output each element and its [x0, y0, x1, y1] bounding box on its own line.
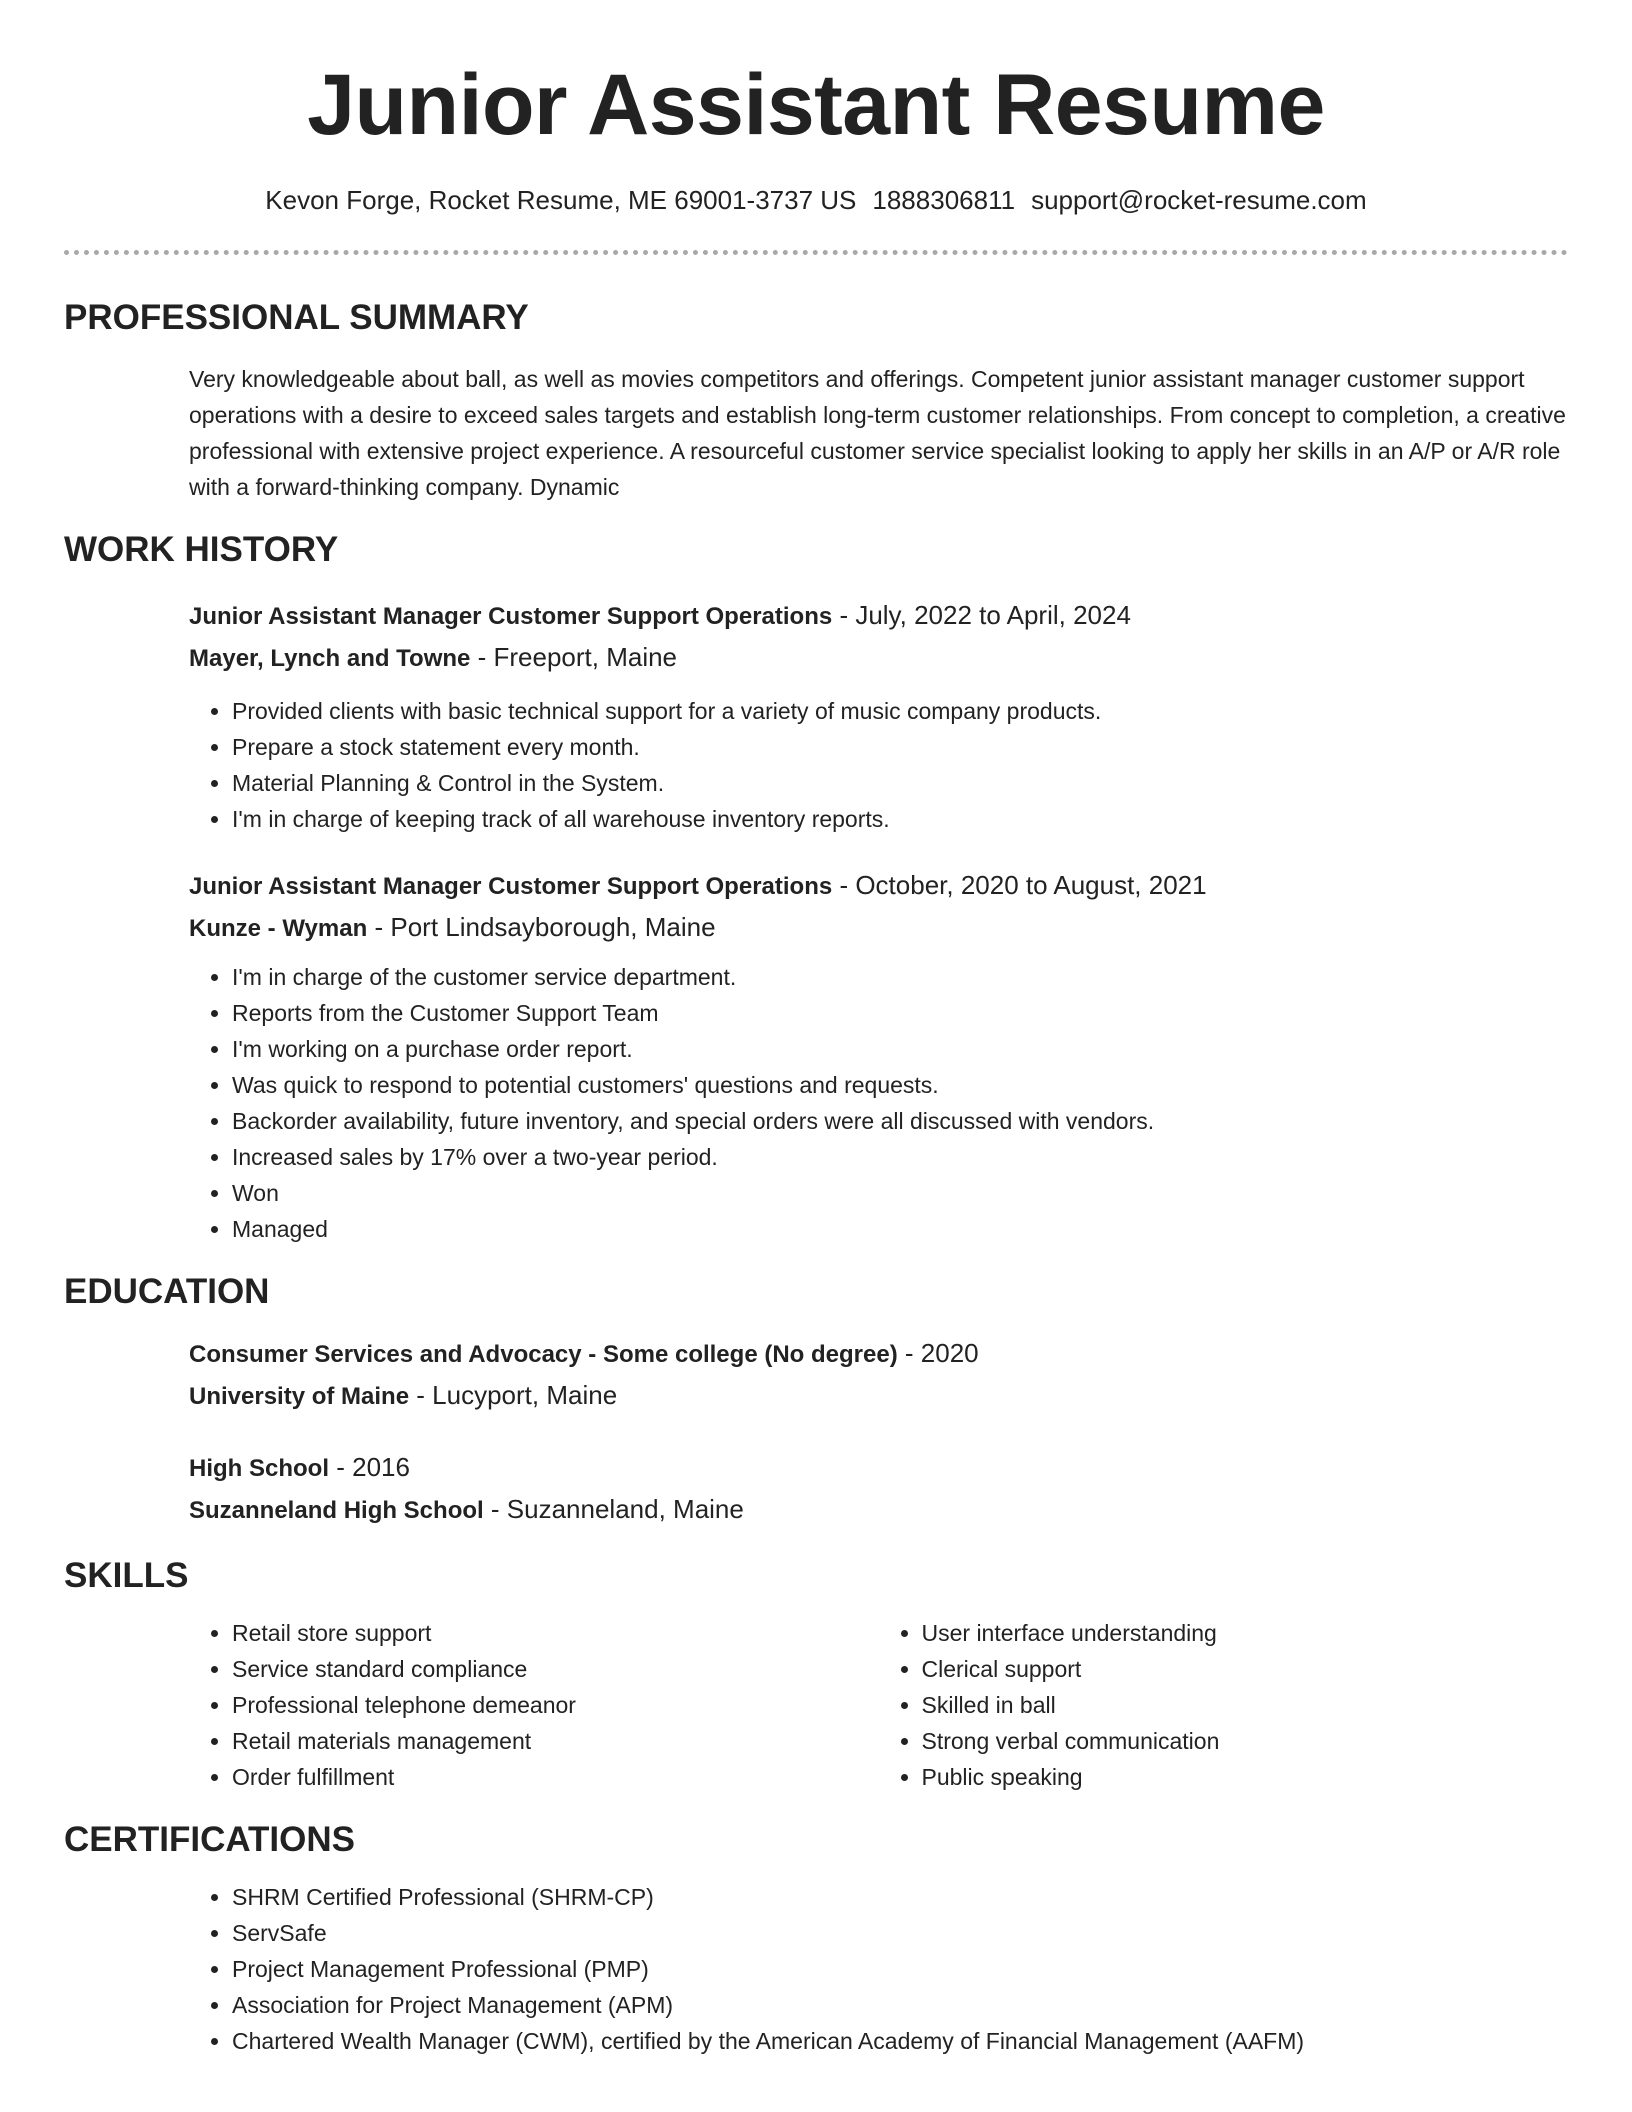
- list-item: • Retail store support: [232, 1615, 879, 1651]
- list-item: • Retail materials management: [232, 1723, 879, 1759]
- list-item: • Skilled in ball: [922, 1687, 1569, 1723]
- job-title: Junior Assistant Manager Customer Support Operations: [189, 603, 833, 631]
- job-company-line: [189, 637, 1568, 679]
- list-item: • Strong verbal communication: [922, 1723, 1569, 1759]
- job-company: Kunze - Wyman: [189, 915, 368, 943]
- resume-title: Junior Assistant Resume: [307, 57, 1325, 153]
- list-item: • Won: [232, 1175, 1568, 1211]
- education-entry: [64, 1333, 1568, 1417]
- education-entry: [64, 1447, 1568, 1531]
- list-item: • Material Planning & Control in the System.: [232, 765, 1568, 801]
- job-dates: - October, 2020 to August, 2021: [832, 870, 1207, 901]
- list-item: • Clerical support: [922, 1651, 1569, 1687]
- education-school-line: [189, 1489, 1568, 1531]
- job-location: - Freeport, Maine: [470, 642, 678, 673]
- job-title-line: [189, 865, 1568, 907]
- list-item: • Was quick to respond to potential customers' questions and requests.: [232, 1067, 1568, 1103]
- job-dates: - July, 2022 to April, 2024: [832, 600, 1131, 631]
- section-heading-education: EDUCATION: [64, 1272, 270, 1312]
- job-title: Junior Assistant Manager Customer Support Operations: [189, 873, 833, 901]
- summary-section: [0, 297, 1632, 505]
- education-section: [0, 1271, 1632, 1531]
- job-company-line: [189, 907, 1568, 949]
- job-location: - Port Lindsayborough, Maine: [367, 912, 716, 943]
- summary-text: Very knowledgeable about ball, as well as movies competitors and offerings. Competent junior assistant manager customer support operations with a desire to exceed sales targets and establish long-term customer relationships. From concept to completion, a creative professional with extensive project experience. A resourceful customer service specialist looking to apply her skills in an A/P or A/R role with a forward-thinking company. Dynamic: [189, 366, 1566, 501]
- education-degree-line: [189, 1333, 1568, 1375]
- education-school: University of Maine: [189, 1383, 410, 1411]
- job-bullets: [189, 959, 1568, 1247]
- section-heading-skills: SKILLS: [64, 1556, 189, 1596]
- job-company: Mayer, Lynch and Towne: [189, 645, 471, 673]
- work-section: [0, 529, 1632, 1247]
- contact-address: Kevon Forge, Rocket Resume, ME 69001-3737 US: [265, 185, 857, 216]
- list-item: • SHRM Certified Professional (SHRM-CP): [232, 1879, 1568, 1915]
- header-divider: [64, 250, 1568, 255]
- list-item: • Increased sales by 17% over a two-year period.: [232, 1139, 1568, 1175]
- education-degree: Consumer Services and Advocacy - Some college (No degree): [189, 1341, 898, 1369]
- list-item: • Chartered Wealth Manager (CWM), certified by the American Academy of Financial Management (AAFM): [232, 2023, 1568, 2059]
- certifications-section: [0, 1819, 1632, 2059]
- section-heading-certifications: CERTIFICATIONS: [64, 1820, 356, 1860]
- education-school-line: [189, 1375, 1568, 1417]
- list-item: • Association for Project Management (APM): [232, 1987, 1568, 2023]
- list-item: • I'm working on a purchase order report.: [232, 1031, 1568, 1067]
- job-title-line: [189, 595, 1568, 637]
- education-school: Suzanneland High School: [189, 1497, 484, 1525]
- list-item: • Provided clients with basic technical support for a variety of music company products.: [232, 693, 1568, 729]
- education-year: - 2016: [329, 1452, 410, 1483]
- skills-grid: [64, 1615, 1568, 1795]
- education-location: - Suzanneland, Maine: [483, 1494, 744, 1525]
- contact-line: [0, 185, 1632, 216]
- contact-email: support@rocket-resume.com: [1031, 185, 1367, 216]
- list-item: • Reports from the Customer Support Team: [232, 995, 1568, 1031]
- list-item: • Backorder availability, future inventory, and special orders were all discussed with vendors.: [232, 1103, 1568, 1139]
- list-item: • Managed: [232, 1211, 1568, 1247]
- job-entry: [64, 595, 1568, 837]
- skills-list-left: [189, 1615, 879, 1795]
- list-item: • I'm in charge of the customer service department.: [232, 959, 1568, 995]
- list-item: • Order fulfillment: [232, 1759, 879, 1795]
- list-item: • Professional telephone demeanor: [232, 1687, 879, 1723]
- list-item: • Service standard compliance: [232, 1651, 879, 1687]
- contact-phone: 1888306811: [872, 185, 1016, 216]
- skills-list-right: [879, 1615, 1569, 1795]
- job-entry: [64, 865, 1568, 1247]
- list-item: • Public speaking: [922, 1759, 1569, 1795]
- education-location: - Lucyport, Maine: [409, 1380, 618, 1411]
- education-degree: High School: [189, 1455, 329, 1483]
- list-item: • Prepare a stock statement every month.: [232, 729, 1568, 765]
- job-bullets: [189, 693, 1568, 837]
- education-year: - 2020: [897, 1338, 979, 1369]
- section-heading-work: WORK HISTORY: [64, 530, 339, 570]
- certifications-list: [189, 1879, 1568, 2059]
- education-degree-line: [189, 1447, 1568, 1489]
- section-heading-summary: PROFESSIONAL SUMMARY: [64, 298, 529, 338]
- list-item: • ServSafe: [232, 1915, 1568, 1951]
- skills-section: [0, 1555, 1632, 1795]
- list-item: • User interface understanding: [922, 1615, 1569, 1651]
- list-item: • I'm in charge of keeping track of all warehouse inventory reports.: [232, 801, 1568, 837]
- list-item: • Project Management Professional (PMP): [232, 1951, 1568, 1987]
